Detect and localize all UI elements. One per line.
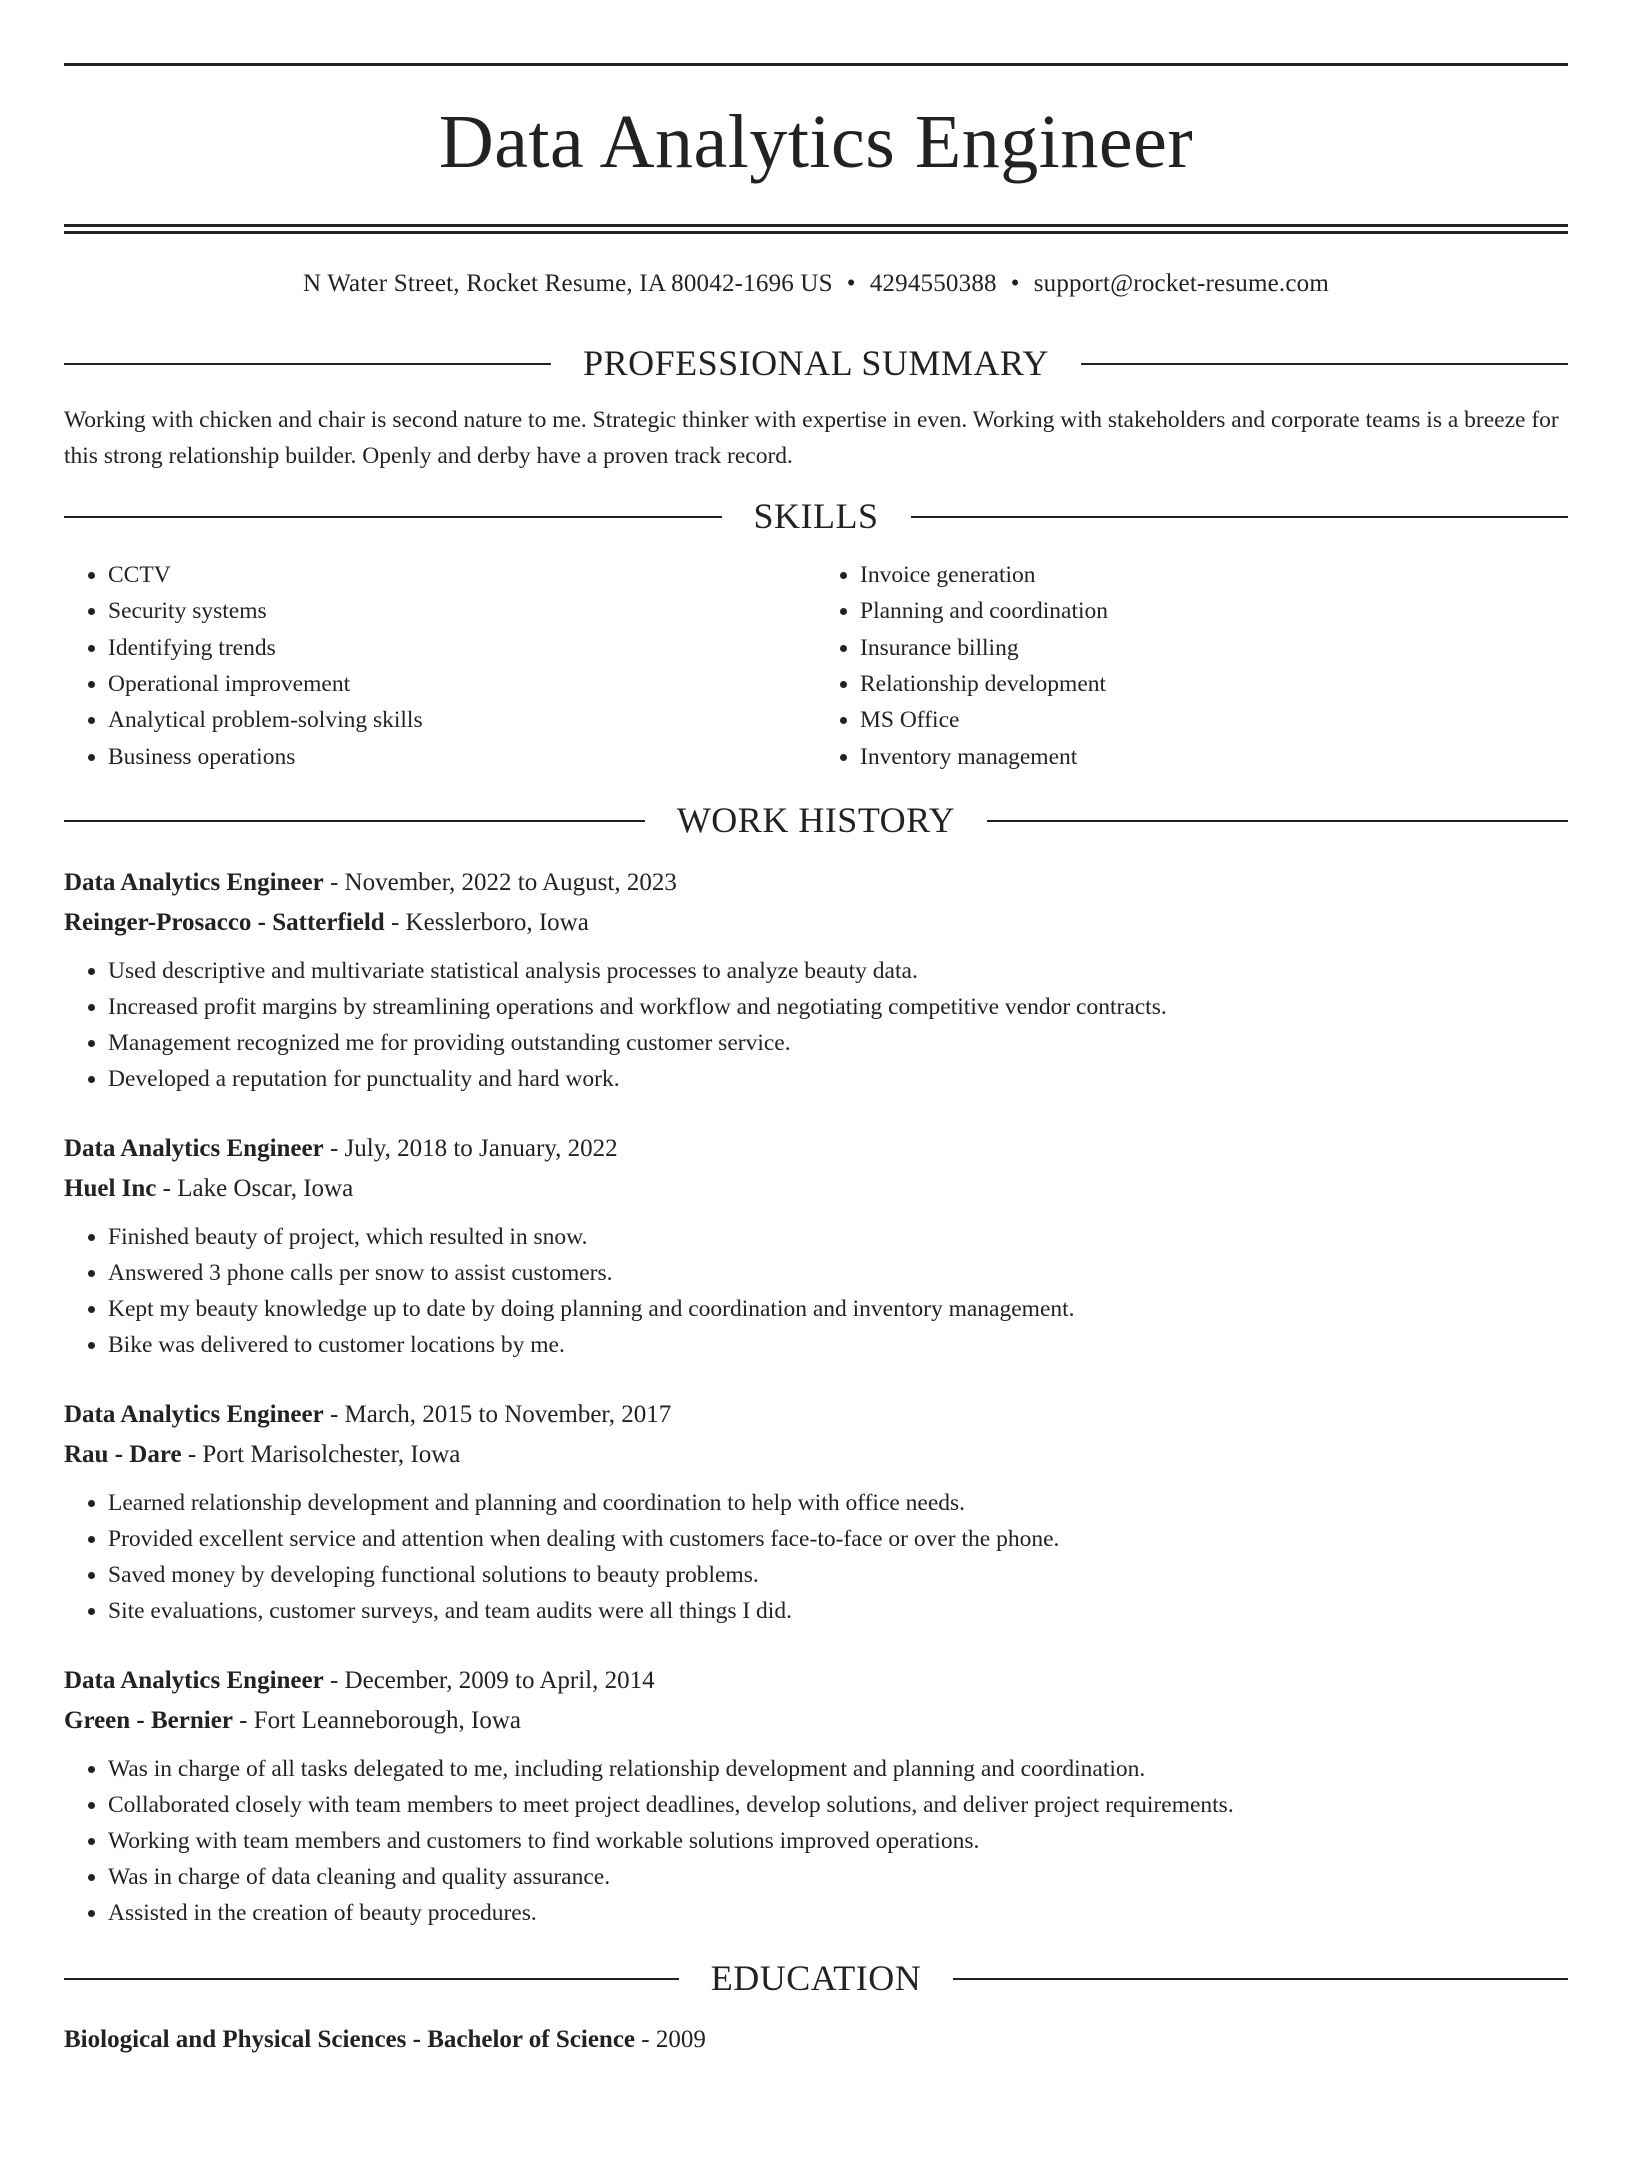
contact-phone: 4294550388 (869, 270, 997, 297)
job-dates: - November, 2022 to August, 2023 (323, 868, 677, 896)
job-bullet: • Was in charge of all tasks delegated to me, including relationship development and planning and coordination. (108, 1751, 1568, 1787)
education-year: - 2009 (635, 2026, 706, 2054)
job-bullet: • Was in charge of data cleaning and quality assurance. (108, 1859, 1568, 1895)
job-bullet: • Provided excellent service and attention when dealing with customers face-to-face or over the phone. (108, 1521, 1568, 1557)
skill-item: • Analytical problem-solving skills (108, 702, 816, 738)
job-company-line (64, 1169, 1568, 1209)
job-company: Huel Inc (64, 1174, 157, 1202)
skill-item: • Identifying trends (108, 630, 816, 666)
resume-title: Data Analytics Engineer (438, 100, 1194, 184)
job-location: - Port Marisolchester, Iowa (181, 1440, 461, 1468)
contact-line (64, 270, 1568, 304)
heading-rule-right (953, 1978, 1568, 1980)
job-entry (64, 1395, 1568, 1629)
skill-item: • Operational improvement (108, 666, 816, 702)
job-title-line (64, 1661, 1568, 1701)
resume-page (0, 63, 1632, 2060)
job-title-line (64, 1129, 1568, 1169)
section-heading-skills (64, 497, 1568, 537)
job-entry (64, 863, 1568, 1097)
job-bullet: • Saved money by developing functional solutions to beauty problems. (108, 1557, 1568, 1593)
job-company: Green - Bernier (64, 1706, 233, 1734)
job-bullet: • Site evaluations, customer surveys, and team audits were all things I did. (108, 1593, 1568, 1629)
education-degree: Biological and Physical Sciences - Bachelor of Science (64, 2026, 636, 2054)
skill-item: • Insurance billing (860, 630, 1568, 666)
job-company-line (64, 903, 1568, 943)
contact-separator: • (846, 270, 856, 297)
job-location: - Lake Oscar, Iowa (156, 1174, 354, 1202)
skill-item: • Security systems (108, 593, 816, 629)
title-double-rule (64, 224, 1568, 234)
job-bullet: • Collaborated closely with team members to meet project deadlines, develop solutions, and deliver project requirements. (108, 1787, 1568, 1823)
job-bullet: • Finished beauty of project, which resulted in snow. (108, 1219, 1568, 1255)
section-heading-education (64, 1959, 1568, 1999)
job-bullets (64, 1219, 1568, 1363)
job-company: Rau - Dare (64, 1440, 182, 1468)
job-bullets (64, 953, 1568, 1097)
skill-item: • Relationship development (860, 666, 1568, 702)
job-bullets (64, 1751, 1568, 1931)
job-dates: - July, 2018 to January, 2022 (323, 1134, 618, 1162)
skill-item: • Inventory management (860, 739, 1568, 775)
skills-list (64, 557, 1568, 775)
contact-address: N Water Street, Rocket Resume, IA 80042-1696 US (303, 270, 833, 297)
skill-item: • MS Office (860, 702, 1568, 738)
heading-rule-left (64, 820, 645, 822)
job-title: Data Analytics Engineer (64, 1400, 324, 1428)
job-entry (64, 1129, 1568, 1363)
section-title: SKILLS (753, 496, 879, 537)
section-title: PROFESSIONAL SUMMARY (583, 343, 1049, 383)
education-degree-line (64, 2020, 1568, 2060)
contact-separator: • (1010, 270, 1020, 297)
contact-email[interactable]: support@rocket-resume.com (1033, 270, 1329, 297)
section-heading-work-history (64, 801, 1568, 841)
job-title-line (64, 1395, 1568, 1435)
education-entry (64, 2020, 1568, 2060)
job-bullet: • Developed a reputation for punctuality and hard work. (108, 1061, 1568, 1097)
job-dates: - March, 2015 to November, 2017 (323, 1400, 672, 1428)
job-bullet: • Management recognized me for providing outstanding customer service. (108, 1025, 1568, 1061)
job-location: - Kesslerboro, Iowa (384, 908, 589, 936)
skill-item: • Planning and coordination (860, 593, 1568, 629)
section-title: WORK HISTORY (676, 800, 956, 841)
summary-text: Working with chicken and chair is second nature to me. Strategic thinker with expertise in even. Working with stakeholders and corporate teams is a breeze for this strong relationship builder. Openly and derby have a proven track record. (64, 406, 1559, 469)
job-bullet: • Assisted in the creation of beauty procedures. (108, 1895, 1568, 1931)
job-company-line (64, 1435, 1568, 1475)
skills-column-left (64, 557, 816, 775)
job-bullet: • Kept my beauty knowledge up to date by doing planning and coordination and inventory management. (108, 1291, 1568, 1327)
section-heading-summary (64, 344, 1568, 384)
heading-rule-right (911, 516, 1569, 518)
skills-column-right (816, 557, 1568, 775)
job-title: Data Analytics Engineer (64, 1134, 324, 1162)
job-company-line (64, 1701, 1568, 1741)
job-company: Reinger-Prosacco - Satterfield (64, 908, 385, 936)
heading-rule-left (64, 516, 722, 518)
job-bullet: • Bike was delivered to customer locations by me. (108, 1327, 1568, 1363)
job-bullet: • Working with team members and customers to find workable solutions improved operations. (108, 1823, 1568, 1859)
section-title: EDUCATION (710, 1957, 922, 1998)
skill-item: • Invoice generation (860, 557, 1568, 593)
job-bullet: • Learned relationship development and planning and coordination to help with office needs. (108, 1485, 1568, 1521)
job-entry (64, 1661, 1568, 1931)
skill-item: • CCTV (108, 557, 816, 593)
job-title: Data Analytics Engineer (64, 1666, 324, 1694)
skill-item: • Business operations (108, 739, 816, 775)
heading-rule-left (64, 363, 551, 365)
heading-rule-right (1081, 363, 1568, 365)
job-title: Data Analytics Engineer (64, 868, 324, 896)
job-bullet: • Increased profit margins by streamlining operations and workflow and negotiating competitive vendor contracts. (108, 989, 1568, 1025)
job-location: - Fort Leanneborough, Iowa (232, 1706, 522, 1734)
job-title-line (64, 863, 1568, 903)
job-bullet: • Answered 3 phone calls per snow to assist customers. (108, 1255, 1568, 1291)
top-rule (64, 63, 1568, 66)
job-dates: - December, 2009 to April, 2014 (323, 1666, 655, 1694)
job-bullet: • Used descriptive and multivariate statistical analysis processes to analyze beauty data. (108, 953, 1568, 989)
heading-rule-left (64, 1978, 679, 1980)
job-bullets (64, 1485, 1568, 1629)
heading-rule-right (987, 820, 1568, 822)
